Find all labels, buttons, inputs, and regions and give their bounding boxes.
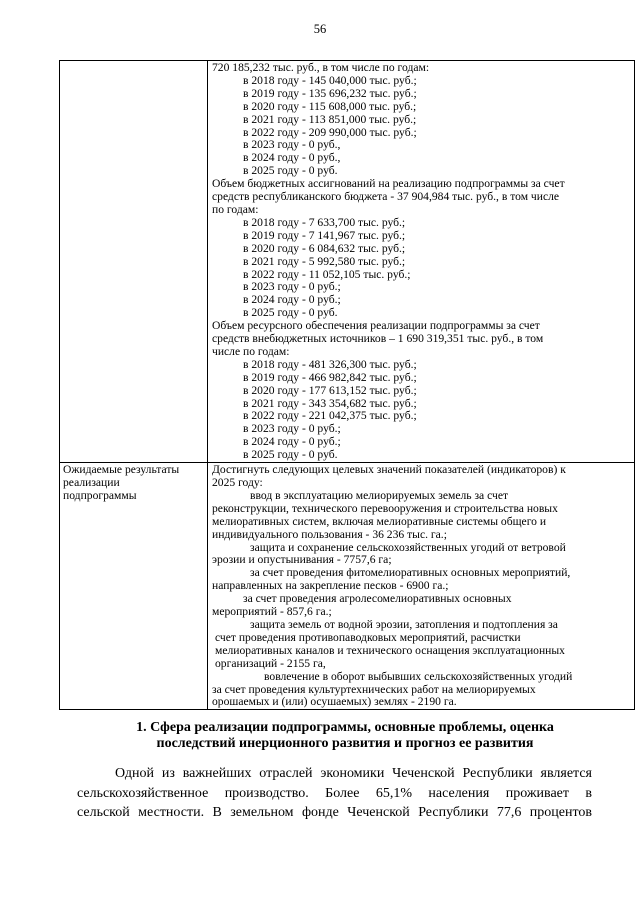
republic-intro-line: средств республиканского бюджета - 37 904,984 тыс. руб., в том числе — [212, 190, 560, 204]
offbudget-year-line: в 2021 году - 343 354,682 тыс. руб.; — [243, 396, 417, 410]
results-value-cell — [208, 463, 634, 709]
results-line: ввод в эксплуатацию мелиорируемых земель за счет — [250, 488, 509, 502]
section-body — [77, 764, 592, 823]
results-line: Достигнуть следующих целевых значений показателей (индикаторов) к — [212, 463, 566, 477]
offbudget-intro — [212, 320, 630, 359]
finance-value-cell — [208, 61, 634, 462]
results-label-line: Ожидаемые результаты — [63, 463, 180, 477]
results-label-line: подпрограммы — [63, 488, 137, 502]
federal-year-line: в 2018 году - 145 040,000 тыс. руб.; — [243, 73, 417, 87]
results-line: организаций - 2155 га, — [215, 656, 326, 670]
results-line: мелиоративных систем, включая мелиоративные системы общего и — [212, 514, 547, 528]
republic-intro-line: Объем бюджетных ассигнований на реализацию подпрограммы за счет — [212, 177, 565, 191]
federal-year-line: в 2021 году - 113 851,000 тыс. руб.; — [243, 112, 417, 126]
republic-year-line: в 2018 году - 7 633,700 тыс. руб.; — [243, 215, 406, 229]
federal-year-line: в 2023 году - 0 руб., — [243, 138, 341, 152]
offbudget-intro-line: Объем ресурсного обеспечения реализации подпрограммы за счет — [212, 319, 540, 333]
federal-year-line: в 2024 году - 0 руб., — [243, 151, 341, 165]
republic-years-list — [212, 217, 630, 320]
offbudget-year-line: в 2018 году - 481 326,300 тыс. руб.; — [243, 357, 417, 371]
offbudget-year-line: в 2025 году - 0 руб. — [243, 448, 338, 462]
results-line: защита земель от водной эрозии, затопления и подтопления за — [250, 617, 558, 631]
results-line: защита и сохранение сельскохозяйственных угодий от ветровой — [250, 540, 566, 554]
page-number: 56 — [313, 22, 327, 36]
offbudget-year-line: в 2019 году - 466 982,842 тыс. руб.; — [243, 370, 417, 384]
offbudget-intro-line: средств внебюджетных источников – 1 690 319,351 тыс. руб., в том — [212, 332, 544, 346]
section-heading-line: 1. Сфера реализации подпрограммы, основные проблемы, оценка — [136, 720, 554, 735]
offbudget-intro-line: числе по годам: — [212, 344, 290, 358]
results-line: орошаемых и (или) осушаемых) землях - 2190 га. — [212, 695, 457, 709]
republic-year-line: в 2022 году - 11 052,105 тыс. руб.; — [243, 267, 411, 281]
results-label-line: реализации — [63, 476, 120, 489]
republic-year-line: в 2025 году - 0 руб. — [243, 306, 338, 320]
finance-total-intro: 720 185,232 тыс. руб., в том числе по годам: — [212, 61, 430, 74]
body-line: Одной из важнейших отраслей экономики Чеченской Республики является — [115, 766, 592, 781]
results-row — [60, 462, 634, 709]
offbudget-year-line: в 2022 году - 221 042,375 тыс. руб.; — [243, 409, 417, 423]
results-label-cell — [60, 463, 208, 709]
finance-row — [60, 61, 634, 462]
passport-table — [59, 60, 635, 710]
federal-years-list — [212, 75, 630, 178]
federal-year-line: в 2019 году - 135 696,232 тыс. руб.; — [243, 86, 417, 100]
results-line: мероприятий - 857,6 га.; — [212, 605, 332, 619]
results-line: индивидуального пользования - 36 236 тыс. га.; — [212, 527, 447, 541]
results-line: направленных на закрепление песков - 6900 га.; — [212, 579, 449, 593]
offbudget-year-line: в 2024 году - 0 руб.; — [243, 435, 341, 449]
results-line: счет проведения противопаводковых мероприятий, расчистки — [215, 630, 521, 644]
republic-year-line: в 2021 году - 5 992,580 тыс. руб.; — [243, 254, 406, 268]
offbudget-year-line: в 2020 году - 177 613,152 тыс. руб.; — [243, 383, 417, 397]
finance-label-cell — [60, 61, 208, 462]
body-line: сельскохозяйственное производство. Более 65,1% населения проживает в — [77, 785, 592, 801]
federal-year-line: в 2025 году - 0 руб. — [243, 164, 338, 178]
offbudget-year-line: в 2023 году - 0 руб.; — [243, 422, 341, 436]
federal-year-line: в 2020 году - 115 608,000 тыс. руб.; — [243, 99, 417, 113]
federal-year-line: в 2022 году - 209 990,000 тыс. руб.; — [243, 125, 417, 139]
offbudget-years-list — [212, 359, 630, 462]
section-heading — [60, 720, 630, 751]
section-heading-line: последствий инерционного развития и прогноз ее развития — [156, 735, 534, 751]
republic-year-line: в 2024 году - 0 руб.; — [243, 293, 341, 307]
results-line: мелиоративных каналов и технического оснащения эксплуатационных — [215, 643, 565, 657]
republic-year-line: в 2019 году - 7 141,967 тыс. руб.; — [243, 228, 406, 242]
republic-year-line: в 2020 году - 6 084,632 тыс. руб.; — [243, 241, 406, 255]
republic-year-line: в 2023 году - 0 руб.; — [243, 280, 341, 294]
results-line: за счет проведения агролесомелиоративных основных — [243, 592, 512, 606]
results-line: эрозии и опустынивания - 7757,6 га; — [212, 553, 392, 567]
republic-intro-line: по годам: — [212, 202, 259, 216]
republic-intro — [212, 178, 630, 217]
body-line: сельской местности. В земельном фонде Чеченской Республики 77,6 процентов — [77, 805, 592, 820]
results-line: 2025 году: — [212, 476, 263, 489]
results-line: за счет проведения культуртехнических работ на мелиорируемых — [212, 682, 536, 696]
results-line: за счет проведения фитомелиоративных основных мероприятий, — [250, 566, 571, 580]
results-line: реконструкции, технического перевооружения и строительства новых — [212, 501, 558, 515]
results-line: вовлечение в оборот выбывших сельскохозяйственных угодий — [264, 669, 573, 683]
